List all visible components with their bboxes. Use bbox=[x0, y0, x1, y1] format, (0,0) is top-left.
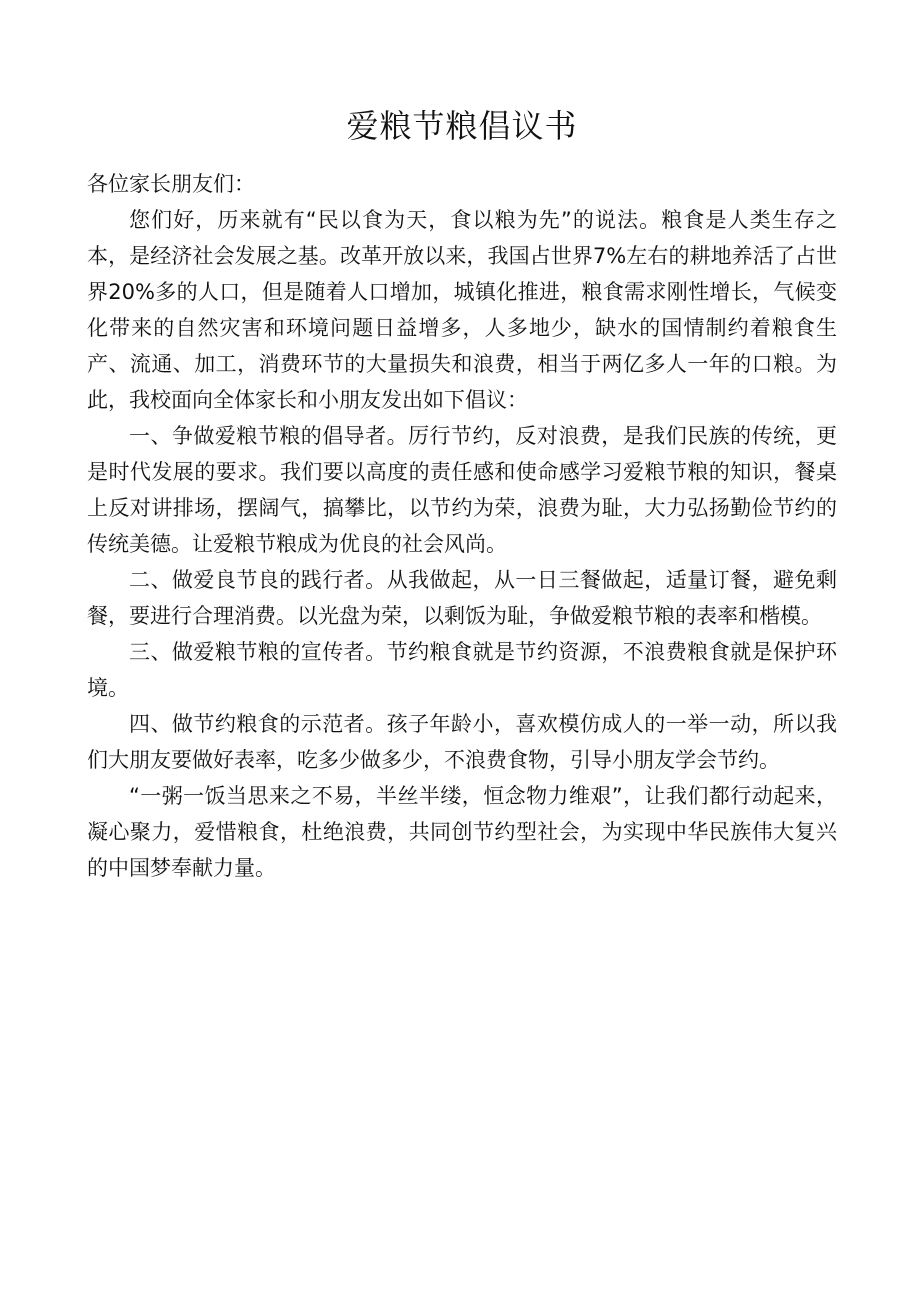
paragraph-intro: 您们好，历来就有“民以食为天，食以粮为先”的说法。粮食是人类生存之本，是经济社会发展之基。改革开放以来，我国占世界7%左右的耕地养活了占世界20%多的人口，但是随着人口增加，城镇化推进，粮食需求刚性增长，气候变化带来的自然灾害和环境问题日益增多，人多地少，缺水的国情制约着粮食生产、流通、加工，消费环节的大量损失和浪费，相当于两亿多人一年的口粮。为此，我校面向全体家长和小朋友发出如下倡议： bbox=[87, 208, 837, 412]
paragraph-closing: “一粥一饭当思来之不易，半丝半缕，恒念物力维艰”，让我们都行动起来，凝心聚力，爱惜粮食，杜绝浪费，共同创节约型社会，为实现中华民族伟大复兴的中国梦奉献力量。 bbox=[87, 784, 837, 880]
paragraph-proposal-1: 一、争做爱粮节粮的倡导者。厉行节约，反对浪费，是我们民族的传统，更是时代发展的要求。我们要以高度的责任感和使命感学习爱粮节粮的知识，餐桌上反对讲排场，摆阔气，搞攀比，以节约为荣，浪费为耻，大力弘扬勤俭节约的传统美德。让爱粮节粮成为优良的社会风尚。 bbox=[87, 424, 837, 556]
greeting: 各位家长朋友们： bbox=[87, 172, 255, 196]
paragraph-proposal-4: 四、做节约粮食的示范者。孩子年龄小，喜欢模仿成人的一举一动，所以我们大朋友要做好表率，吃多少做多少，不浪费食物，引导小朋友学会节约。 bbox=[87, 712, 837, 772]
document-page bbox=[87, 104, 837, 886]
paragraph-proposal-3: 三、做爱粮节粮的宣传者。节约粮食就是节约资源，不浪费粮食就是保护环境。 bbox=[87, 640, 837, 700]
paragraph-proposal-2: 二、做爱良节良的践行者。从我做起，从一日三餐做起，适量订餐，避免剩餐，要进行合理消费。以光盘为荣，以剩饭为耻，争做爱粮节粮的表率和楷模。 bbox=[87, 568, 837, 628]
document-title: 爱粮节粮倡议书 bbox=[346, 107, 578, 145]
